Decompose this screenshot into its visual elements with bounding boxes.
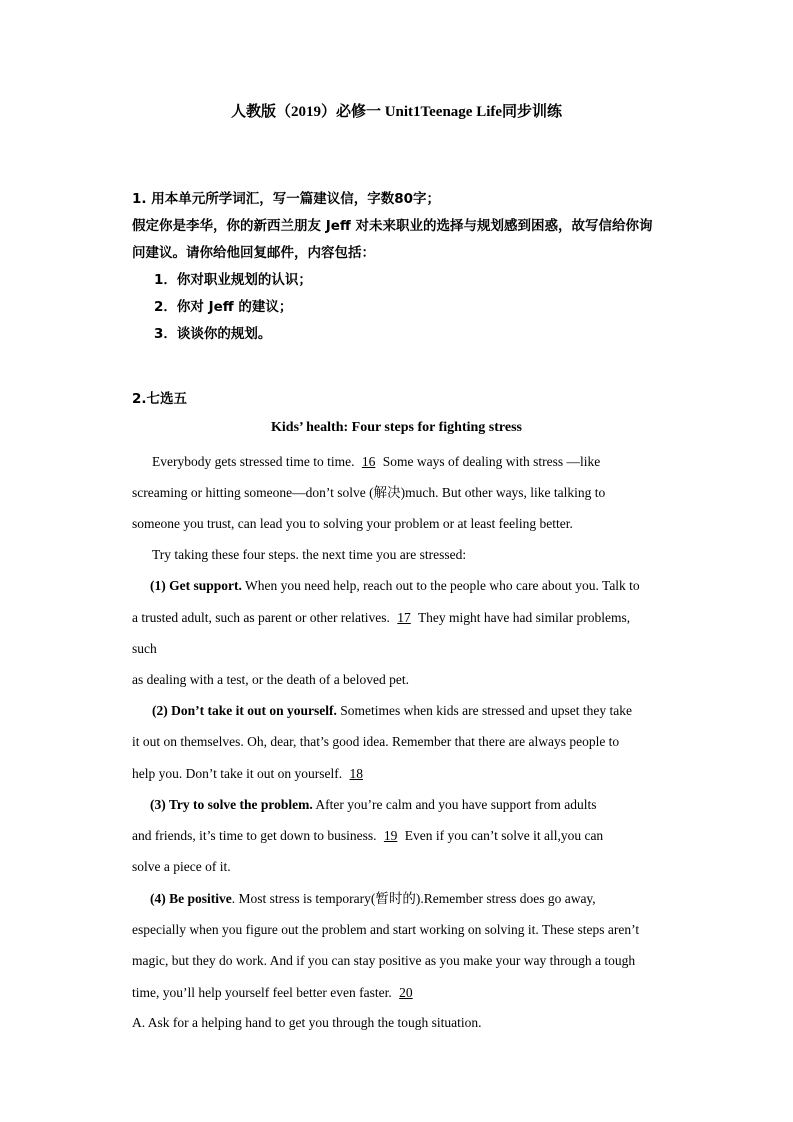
step-2-line-2: it out on themselves. Oh, dear, that’s good idea. Remember that there are always people to bbox=[132, 734, 620, 749]
step-3-line-3: solve a piece of it. bbox=[132, 859, 231, 874]
step-1-line-2: a trusted adult, such as parent or other relatives. 17 They might have had similar problems, bbox=[132, 608, 630, 628]
paragraph-2: Try taking these four steps. the next time you are stressed: bbox=[152, 547, 467, 562]
step-3-heading: (3) Try to solve the problem. bbox=[150, 797, 313, 812]
paragraph-1-line-3: someone you trust, can lead you to solving your problem or at least feeling better. bbox=[132, 516, 573, 531]
q1-prompt-line-1: 假定你是李华，你的新西兰朋友 Jeff 对未来职业的选择与规划感到困惑，故写信给你询 bbox=[132, 218, 653, 234]
step-3-line-2: and friends, it’s time to get down to business. 19 Even if you can’t solve it all,you can bbox=[132, 826, 603, 846]
blank-17[interactable]: 17 bbox=[397, 610, 411, 625]
blank-19[interactable]: 19 bbox=[383, 828, 398, 843]
q2-heading: 2.七选五 bbox=[132, 391, 188, 407]
q1-point-3: 3．谈谈你的规划。 bbox=[154, 326, 272, 342]
q1-heading: 1. 用本单元所学词汇，写一篇建议信，字数80字； bbox=[132, 191, 441, 207]
step-4-line-2: especially when you figure out the problem and start working on solving it. These steps aren’t bbox=[132, 922, 640, 937]
step-1-line-4: as dealing with a test, or the death of a beloved pet. bbox=[132, 672, 410, 687]
step-4-line-4: time, you’ll help yourself feel better even faster. 20 bbox=[132, 983, 417, 1003]
step-4-heading: (4) Be positive bbox=[150, 891, 232, 906]
step-1-line-3: such bbox=[132, 641, 157, 656]
blank-18[interactable]: 18 bbox=[349, 766, 363, 781]
option-a: A. Ask for a helping hand to get you through the tough situation. bbox=[132, 1015, 482, 1030]
step-1-heading: (1) Get support. bbox=[150, 578, 242, 593]
passage-title: Kids’ health: Four steps for fighting stress bbox=[271, 420, 522, 435]
paragraph-1-line-2: screaming or hitting someone—don’t solve (解决)much. But other ways, like talking to bbox=[132, 485, 606, 500]
blank-20[interactable]: 20 bbox=[399, 985, 413, 1000]
question-1 bbox=[132, 186, 672, 348]
page-title: 人教版（2019）必修一 Unit1Teenage Life同步训练 bbox=[230, 104, 563, 120]
step-1-line-1: (1) Get support. When you need help, reach out to the people who care about you. Talk to bbox=[150, 578, 640, 593]
paragraph-1-line-1: Everybody gets stressed time to time. 16 Some ways of dealing with stress —like bbox=[152, 452, 600, 472]
step-2-heading: (2) Don’t take it out on yourself. bbox=[152, 703, 337, 718]
step-3-line-1: (3) Try to solve the problem. After you’re calm and you have support from adults bbox=[150, 797, 597, 812]
question-2-heading-wrap bbox=[132, 386, 672, 413]
q1-point-2: 2．你对 Jeff 的建议； bbox=[154, 299, 293, 315]
q1-point-1: 1．你对职业规划的认识； bbox=[154, 272, 312, 288]
step-4-line-3: magic, but they do work. And if you can stay positive as you make your way through a tough bbox=[132, 953, 636, 968]
step-2-line-3: help you. Don’t take it out on yourself. 18 bbox=[132, 764, 367, 784]
blank-16[interactable]: 16 bbox=[361, 454, 376, 469]
step-4-line-1: (4) Be positive. Most stress is temporary(暂时的).Remember stress does go away, bbox=[150, 891, 596, 906]
step-2-line-1: (2) Don’t take it out on yourself. Sometimes when kids are stressed and upset they take bbox=[152, 703, 632, 718]
q1-prompt-line-2: 问建议。请你给他回复邮件，内容包括： bbox=[132, 245, 375, 261]
